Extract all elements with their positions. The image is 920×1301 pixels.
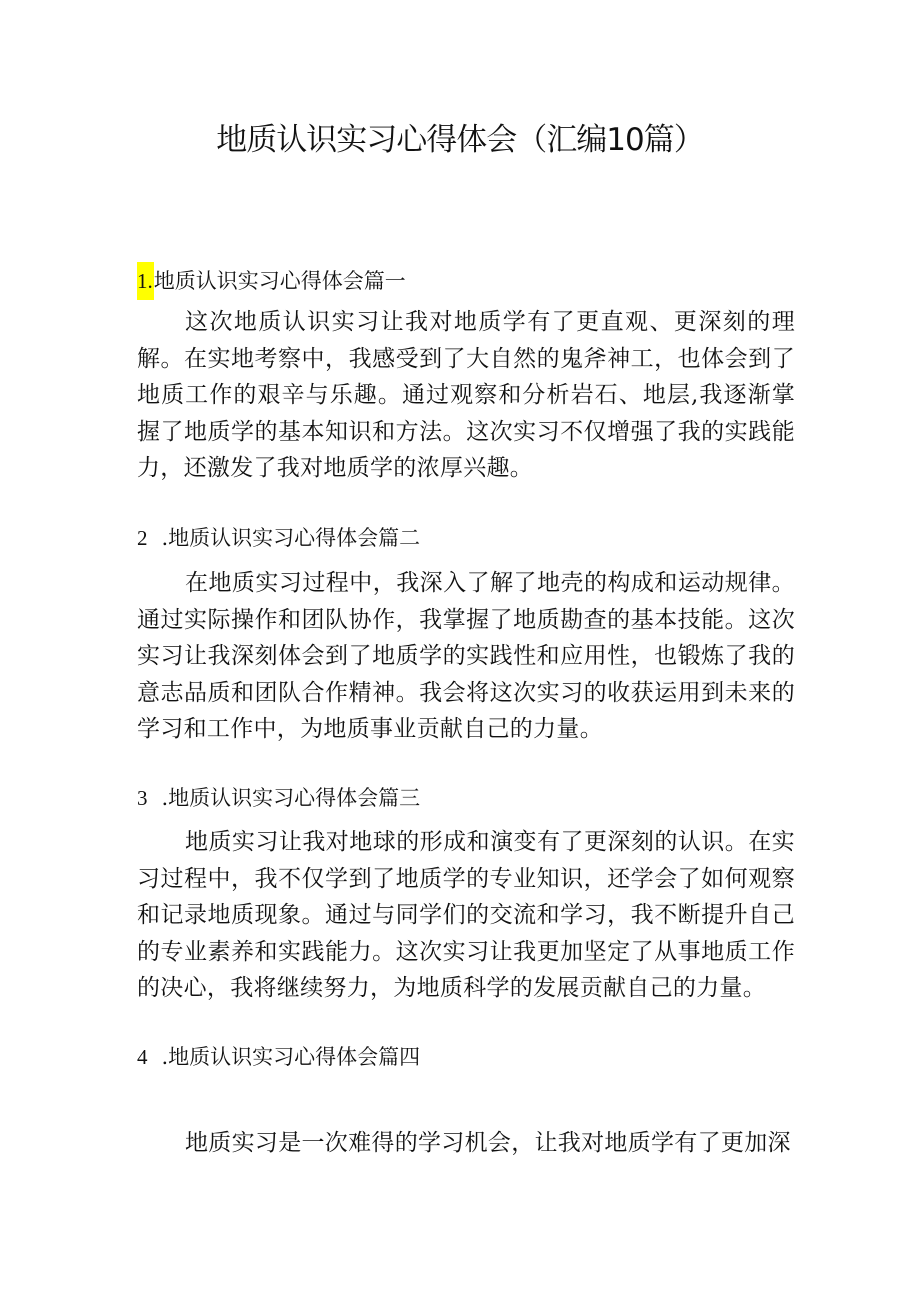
section-heading-4 — [137, 1042, 420, 1072]
section-heading-text: .地质认识实习心得体会篇三 — [161, 786, 421, 810]
section-heading-1 — [137, 262, 406, 300]
section-body-1: 这次地质认识实习让我对地质学有了更直观、更深刻的理解。在实地考察中，我感受到了大自然的鬼斧神工，也体会到了地质工作的艰辛与乐趣。通过观察和分析岩石、地层,我逐渐掌握了地质学的基本知识和方法。这次实习不仅增强了我的实践能力，还激发了我对地质学的浓厚兴趣。 — [137, 309, 795, 481]
section-heading-2 — [137, 523, 420, 553]
section-heading-text: 地质认识实习心得体会篇一 — [153, 269, 406, 293]
section-body-2: 在地质实习过程中，我深入了解了地壳的构成和运动规律。通过实际操作和团队协作，我掌握了地质勘查的基本技能。这次实习让我深刻体会到了地质学的实践性和应用性，也锻炼了我的意志品质和团队合作精神。我会将这次实习的收获运用到未来的学习和工作中，为地质事业贡献自己的力量。 — [137, 570, 795, 742]
section-body-3: 地质实习让我对地球的形成和演变有了更深刻的认识。在实习过程中，我不仅学到了地质学的专业知识，还学会了如何观察和记录地质现象。通过与同学们的交流和学习，我不断提升自己的专业素养和实践能力。这次实习让我更加坚定了从事地质工作的决心，我将继续努力，为地质科学的发展贡献自己的力量。 — [137, 829, 795, 1001]
section-heading-text: .地质认识实习心得体会篇二 — [161, 526, 421, 550]
section-number: 3 — [137, 786, 148, 810]
section-number-highlighted: 1. — [137, 262, 154, 300]
section-heading-text: .地质认识实习心得体会篇四 — [161, 1045, 421, 1069]
document-title: 地质认识实习心得体会（汇编10篇） — [216, 122, 704, 158]
section-body-4: 地质实习是一次难得的学习机会，让我对地质学有了更加深 — [185, 1130, 791, 1156]
section-heading-3 — [137, 783, 420, 813]
section-number: 2 — [137, 526, 148, 550]
section-number: 4 — [137, 1045, 148, 1069]
